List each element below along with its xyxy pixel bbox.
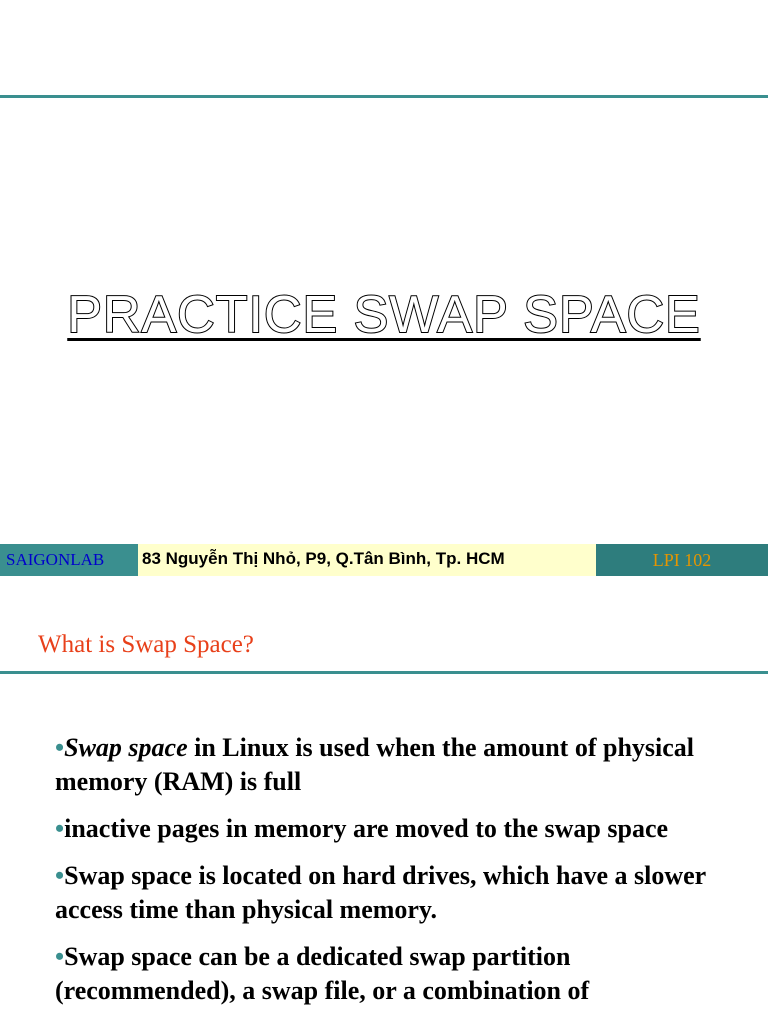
slide-title: PRACTICE SWAP SPACE [67,286,701,344]
slide-footer [0,544,768,576]
bullet-text: Swap space can be a dedicated swap partition (recommended), a swap file, or a combination of [55,942,590,1005]
bullet-text: Swap space is located on hard drives, which have a slower access time than physical memory. [55,861,706,924]
section-heading: What is Swap Space? [38,631,254,658]
bullet-item [55,812,745,846]
bullet-icon: • [55,733,65,762]
bullet-icon: • [55,861,65,890]
heading-divider [0,671,768,674]
bullet-icon: • [55,942,65,971]
bullet-text: inactive pages in memory are moved to the swap space [64,814,669,843]
footer-course: LPI 102 [596,544,768,576]
bullet-text: in Linux is used when the amount of physical memory (RAM) is full [55,733,695,796]
bullet-list [55,731,745,1021]
bullet-item [55,940,745,1008]
bullet-item [55,731,745,799]
bullet-emphasis: Swap space [64,733,188,762]
bullet-icon: • [55,814,65,843]
top-divider [0,95,768,98]
bullet-item [55,859,745,927]
content-slide [0,576,768,1024]
footer-org: SAIGONLAB [0,544,138,576]
footer-address: 83 Nguyễn Thị Nhỏ, P9, Q.Tân Bình, Tp. HCM [138,544,596,576]
